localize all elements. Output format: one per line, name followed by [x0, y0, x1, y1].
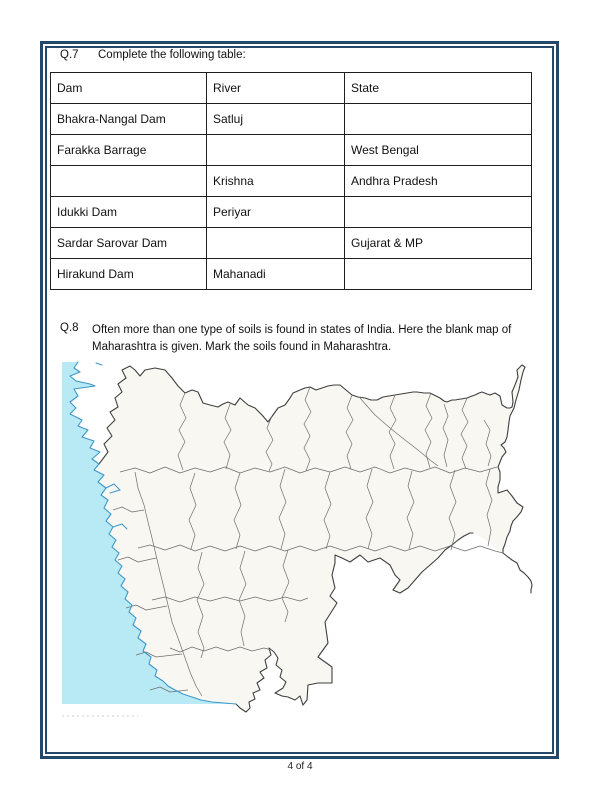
cell-state [345, 259, 532, 290]
q8-prompt [92, 322, 511, 356]
page-number: 4 of 4 [287, 761, 313, 772]
cell-dam [51, 166, 207, 197]
q8-number: Q.8 [60, 322, 79, 334]
cell-state: West Bengal [345, 135, 532, 166]
q7-prompt: Complete the following table: [98, 49, 246, 61]
cell-dam: Farakka Barrage [51, 135, 207, 166]
state-land-fill [94, 365, 532, 712]
cell-state: Gujarat & MP [345, 228, 532, 259]
table-row [51, 259, 532, 290]
q8-prompt-line-2: Maharashtra is given. Mark the soils found in Maharashtra. [92, 341, 392, 353]
cell-state [345, 197, 532, 228]
table-row [51, 135, 532, 166]
table-row [51, 166, 532, 197]
cell-river [207, 135, 345, 166]
cell-river [207, 228, 345, 259]
dams-table [50, 72, 532, 290]
table-row [51, 104, 532, 135]
cell-river: Krishna [207, 166, 345, 197]
table-row [51, 197, 532, 228]
column-header-dam: Dam [51, 73, 207, 104]
column-header-river: River [207, 73, 345, 104]
table-header-row [51, 73, 532, 104]
q7-number: Q.7 [60, 49, 79, 61]
cell-state [345, 104, 532, 135]
table-row [51, 228, 532, 259]
cell-state: Andhra Pradesh [345, 166, 532, 197]
cell-dam: Idukki Dam [51, 197, 207, 228]
maharashtra-map [60, 360, 545, 718]
q8-prompt-line-1: Often more than one type of soils is found in states of India. Here the blank map of [92, 324, 512, 336]
question-7 [60, 49, 246, 61]
cell-river: Satluj [207, 104, 345, 135]
question-8 [60, 322, 546, 356]
cell-river: Periyar [207, 197, 345, 228]
maharashtra-map-svg [60, 360, 545, 718]
cell-river: Mahanadi [207, 259, 345, 290]
cell-dam: Hirakund Dam [51, 259, 207, 290]
column-header-state: State [345, 73, 532, 104]
cell-dam: Bhakra-Nangal Dam [51, 104, 207, 135]
cell-dam: Sardar Sarovar Dam [51, 228, 207, 259]
